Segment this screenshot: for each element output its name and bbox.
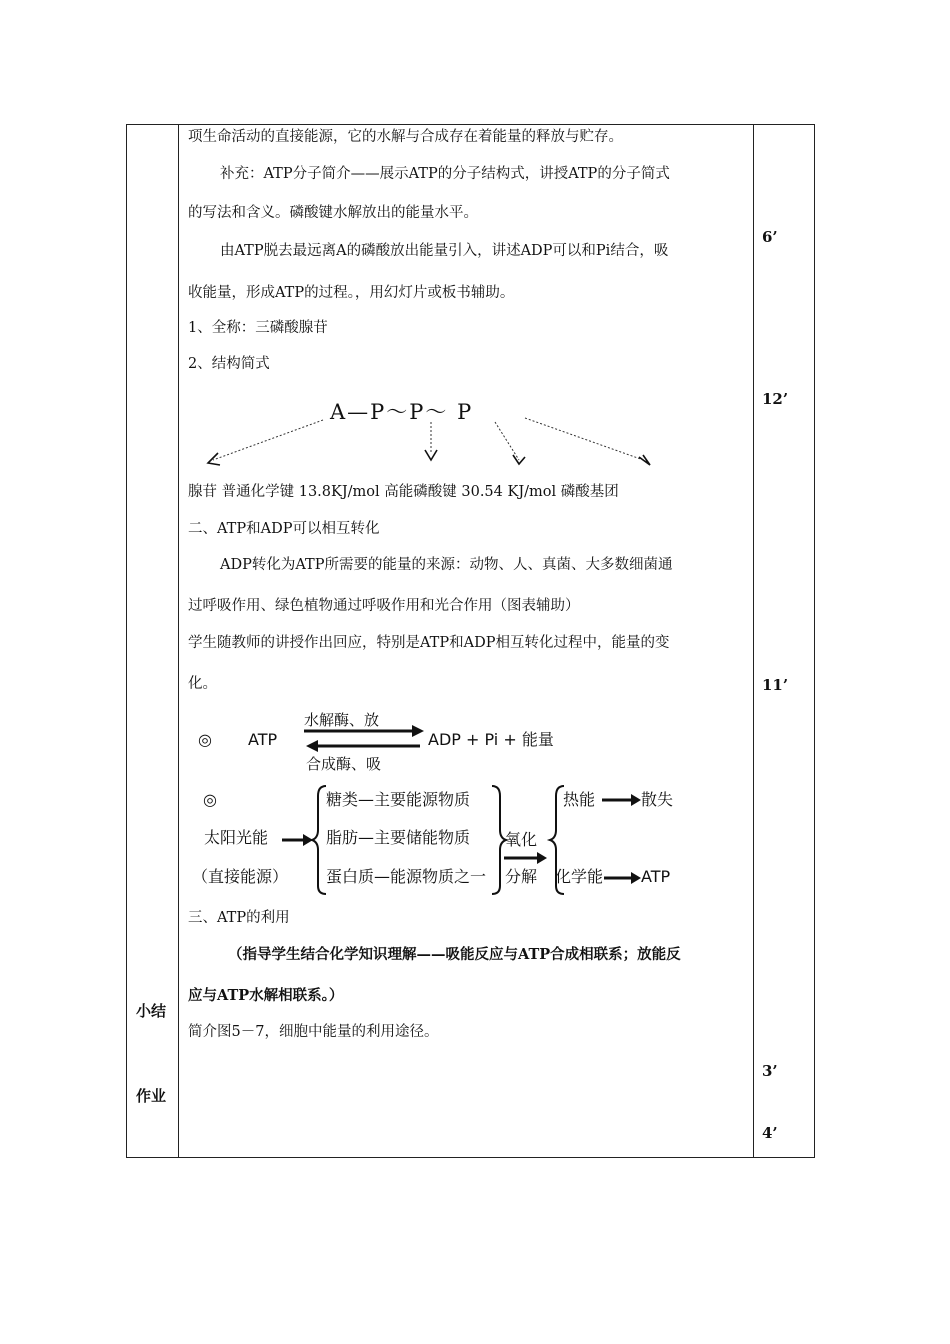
output-heat: 热能	[563, 790, 596, 809]
content-line: 过呼吸作用、绿色植物通过呼吸作用和光合作用（图表辅助）	[188, 598, 580, 614]
content-line: 2、结构简式	[188, 356, 270, 372]
energy-source: 太阳光能	[204, 828, 269, 847]
forward-arrowhead	[412, 725, 424, 737]
output-dissipate: 散失	[641, 790, 674, 809]
content-line: 由ATP脱去最远离A的磷酸放出能量引入，讲述ADP可以和Pi结合，吸	[220, 243, 669, 259]
time-marker: 3’	[762, 1062, 778, 1080]
time-marker: 12’	[762, 390, 789, 408]
time-marker: 6’	[762, 228, 778, 246]
output-brace	[550, 786, 564, 894]
output-atp: ATP	[641, 867, 671, 886]
chemical-arrowhead	[631, 872, 641, 884]
label-summary: 小结	[136, 1002, 167, 1020]
output-chemical: 化学能	[555, 867, 604, 886]
right-brace	[492, 786, 506, 894]
content-line: 的写法和含义。磷酸键水解放出的能量水平。	[188, 205, 478, 221]
label-homework: 作业	[136, 1087, 167, 1105]
time-marker: 11’	[762, 676, 789, 694]
section-title: 二、ATP和ADP可以相互转化	[188, 521, 380, 537]
column-divider-left	[178, 125, 179, 1157]
content-line: 简介图5－7，细胞中能量的利用途径。	[188, 1024, 439, 1040]
reaction-atp: ATP	[248, 730, 278, 749]
arrow-adenosine	[213, 420, 323, 460]
content-line: ADP转化为ATP所需要的能量的来源：动物、人、真菌、大多数细菌通	[220, 557, 673, 573]
time-marker: 4’	[762, 1124, 778, 1142]
substance-item: 脂肪—主要储能物质	[326, 828, 471, 847]
content-line: 1、全称：三磷酸腺苷	[188, 320, 328, 336]
reaction-bottom-label: 合成酶、吸	[306, 755, 382, 773]
arrow-high-energy-bond	[495, 422, 519, 460]
content-line: 学生随教师的讲授作出回应，特别是ATP和ADP相互转化过程中，能量的变	[188, 635, 670, 651]
reaction-top-label: 水解酶、放	[304, 711, 380, 729]
bullet-mark: ◎	[198, 730, 212, 749]
substance-item: 蛋白质—能源物质之一	[326, 867, 487, 886]
energy-source-note: （直接能源）	[192, 867, 289, 886]
energy-flow-diagram	[270, 780, 690, 900]
content-line: 收能量，形成ATP的过程。，用幻灯片或板书辅助。	[188, 285, 515, 301]
process-oxidation: 氧化	[505, 830, 538, 849]
heat-arrowhead	[631, 794, 641, 806]
content-line: （指导学生结合化学知识理解——吸能反应与ATP合成相联系；放能反	[228, 946, 681, 963]
reaction-products: ADP + Pi + 能量	[428, 730, 554, 749]
column-divider-right	[753, 125, 754, 1157]
bullet-mark: ◎	[203, 790, 217, 809]
content-line: 补充：ATP分子简介——展示ATP的分子结构式，讲授ATP的分子简式	[220, 166, 670, 182]
substance-item: 糖类—主要能源物质	[326, 790, 471, 809]
left-brace	[312, 786, 326, 894]
content-line: 化。	[188, 676, 217, 692]
structure-arrows	[180, 410, 680, 480]
content-line: 项生命活动的直接能源，它的水解与合成存在着能量的释放与贮存。	[188, 129, 623, 145]
section-title: 三、ATP的利用	[188, 910, 290, 926]
arrow-phosphate	[525, 418, 649, 462]
process-decomposition: 分解	[505, 867, 538, 886]
content-line: 应与ATP水解相联系。）	[188, 987, 344, 1004]
reverse-arrowhead	[306, 740, 318, 752]
process-arrowhead	[537, 852, 547, 864]
atp-formula: A—P～P～ P	[330, 400, 474, 424]
structure-labels: 腺苷 普通化学键 13.8KJ/mol 高能磷酸键 30.54 KJ/mol 磷酸基团	[188, 484, 619, 500]
reaction-arrows	[300, 724, 430, 754]
